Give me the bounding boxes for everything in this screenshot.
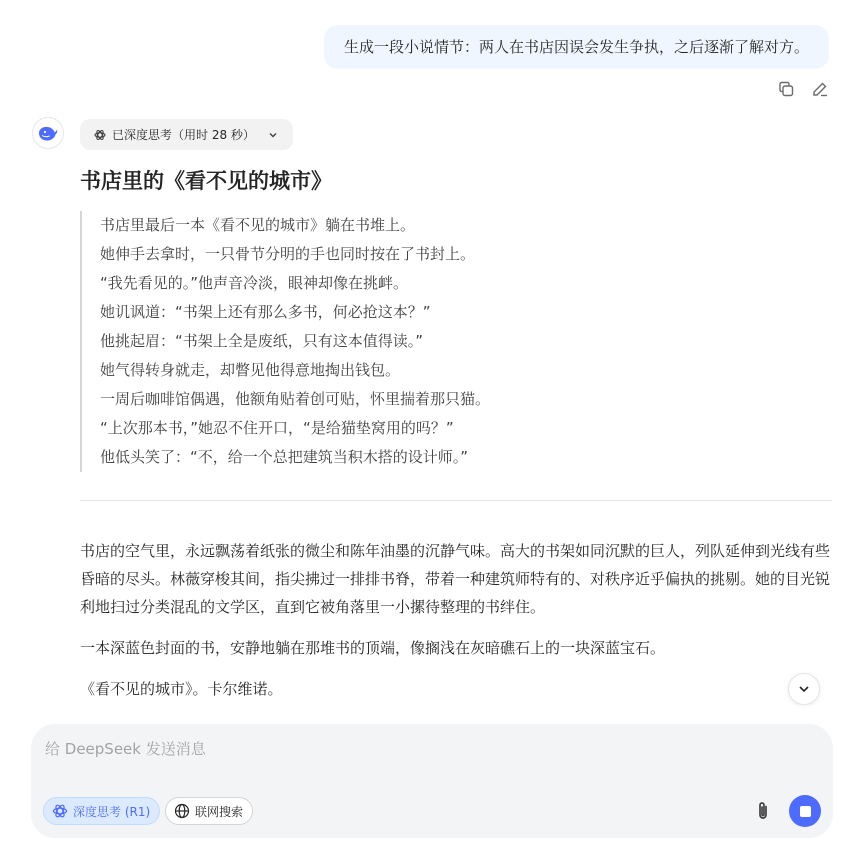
stop-icon	[800, 806, 811, 817]
quote-line: 他挑起眉：“书架上全是废纸，只有这本值得读。”	[100, 332, 424, 350]
quote-line: 她气得转身就走，却瞥见他得意地掏出钱包。	[100, 361, 401, 379]
copy-icon[interactable]	[777, 80, 795, 98]
story-title: 书店里的《看不见的城市》	[80, 169, 332, 193]
web-search-label: 联网搜索	[195, 804, 244, 819]
quote-line: 一周后咖啡馆偶遇，他额角贴着创可贴，怀里揣着那只猫。	[100, 390, 491, 408]
assistant-avatar	[32, 117, 64, 149]
stop-generating-button[interactable]	[789, 795, 821, 827]
quote-line: 她伸手去拿时，一只骨节分明的手也同时按在了书封上。	[100, 245, 476, 263]
section-divider	[80, 500, 832, 501]
message-composer	[31, 724, 833, 838]
quote-line: 他低头笑了：“不，给一个总把建筑当积木搭的设计师。”	[100, 448, 469, 466]
quote-line: “上次那本书，”她忍不住开口，“是给猫垫窝用的吗？”	[100, 419, 454, 437]
quote-line: 她讥讽道：“书架上还有那么多书，何必抢这本？”	[100, 303, 431, 321]
story-paragraph: 一本深蓝色封面的书，安静地躺在那堆书的顶端，像搁浅在灰暗礁石上的一块深蓝宝石。	[80, 639, 666, 657]
thinking-icon	[94, 129, 106, 141]
thinking-label: 已深度思考（用时 28 秒）	[112, 128, 255, 142]
quote-line: “我先看见的。”他声音冷淡，眼神却像在挑衅。	[100, 274, 409, 292]
deep-think-label: 深度思考 (R1)	[73, 804, 151, 819]
deep-think-icon	[52, 803, 68, 819]
chevron-down-icon	[797, 682, 811, 696]
scroll-to-bottom-button[interactable]	[788, 673, 820, 705]
message-input[interactable]	[45, 738, 805, 782]
web-search-toggle[interactable]	[165, 797, 253, 825]
deep-think-toggle[interactable]	[43, 797, 160, 825]
thinking-toggle[interactable]	[80, 119, 293, 150]
globe-icon	[174, 803, 190, 819]
edit-icon[interactable]	[811, 80, 829, 98]
story-body	[80, 537, 834, 716]
user-message-bubble: 生成一段小说情节：两人在书店因误会发生争执，之后逐渐了解对方。	[324, 25, 829, 69]
chevron-down-icon	[267, 129, 279, 141]
story-quote-block	[80, 211, 832, 472]
attach-file-button[interactable]	[750, 798, 776, 824]
quote-line: 书店里最后一本《看不见的城市》躺在书堆上。	[100, 216, 416, 234]
paperclip-icon	[753, 800, 773, 822]
story-paragraph: 书店的空气里，永远飘荡着纸张的微尘和陈年油墨的沉静气味。高大的书架如同沉默的巨人，列队延伸到光线有些昏暗的尽头。林薇穿梭其间，指尖拂过一排排书脊，带着一种建筑师特有的、对秩序近乎偏执的挑剔。她的目光锐利地扫过分类混乱的文学区，直到它被角落里一小摞待整理的书绊住。	[80, 542, 831, 616]
message-actions	[777, 80, 829, 98]
story-paragraph: 《看不见的城市》。卡尔维诺。	[80, 680, 283, 698]
whale-logo-icon	[37, 124, 59, 142]
